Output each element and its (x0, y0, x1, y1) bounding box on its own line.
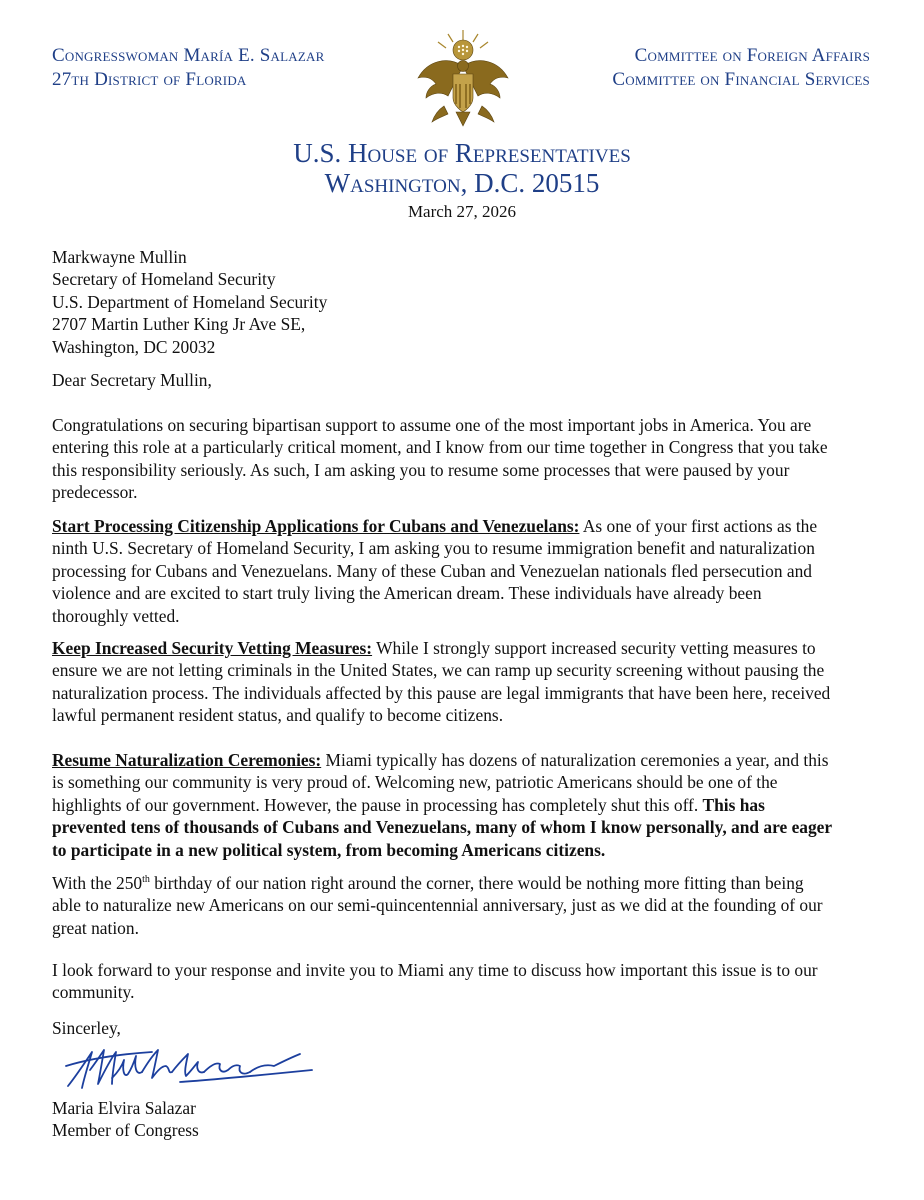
section-citizenship-applications (52, 515, 878, 627)
section-naturalization-ceremonies (52, 749, 878, 861)
closing-paragraph (52, 959, 878, 1004)
signer-title: Member of Congress (52, 1120, 199, 1141)
bold-text-fragment: This has (702, 794, 765, 815)
text-line: Congratulations on securing bipartisan support to assume one of the most important jobs in America. You are (52, 415, 812, 435)
member-name: Congresswoman María E. Salazar (52, 45, 325, 66)
section-heading: Resume Naturalization Ceremonies: (52, 750, 322, 770)
text-line: lawful permanent resident status, and qualify to become citizens. (52, 705, 504, 726)
letterhead-member (52, 44, 352, 92)
text-line: great nation. (52, 917, 139, 938)
text-line: violence and are excited to start truly living the American dream. These individuals have already been (52, 583, 762, 604)
section-security-vetting (52, 637, 878, 727)
member-district: 27th District of Florida (52, 69, 247, 90)
bold-text-line: to participate in a new political system, from becoming Americans citizens. (52, 839, 606, 860)
section-heading: Keep Increased Security Vetting Measures: (52, 638, 373, 658)
recipient-street: 2707 Martin Luther King Jr Ave SE, (52, 314, 306, 335)
committee-financial-services: Committee on Financial Services (612, 69, 870, 90)
bold-text-line: prevented tens of thousands of Cubans and Venezuelans, many of whom I know personally, and are eager (52, 817, 833, 838)
ordinal-suffix: th (142, 874, 150, 886)
text-line: I look forward to your response and invite you to Miami any time to discuss how important this issue is to our (52, 960, 818, 980)
text-line: processing for Cubans and Venezuelans. Many of these Cuban and Venezuelan nationals fled persecution and (52, 560, 812, 581)
house-title: U.S. House of Representatives (293, 138, 631, 168)
handwritten-signature (62, 1042, 317, 1094)
text-line: naturalization process. The individuals affected by this pause are legal immigrants that have been here, received (52, 682, 831, 703)
text-line (52, 515, 878, 537)
text-line (52, 749, 878, 771)
recipient-name: Markwayne Mullin (52, 247, 187, 267)
house-address: Washington, D.C. 20515 (324, 168, 600, 198)
letter-date: March 27, 2026 (407, 202, 517, 221)
text-fragment: highlights of our government. However, the pause in processing has completely shut this off. (52, 794, 703, 815)
closing-word: Sincerley, (52, 1018, 121, 1038)
house-seal-eagle-icon (408, 26, 518, 136)
letterhead-committees (570, 44, 870, 92)
text-line: community. (52, 982, 135, 1003)
text-line: ninth U.S. Secretary of Homeland Security, I am asking you to resume immigration benefit and naturalization (52, 538, 815, 559)
intro-paragraph (52, 414, 878, 504)
text-line: predecessor. (52, 482, 138, 503)
text-line: ensure we are not letting criminals in the United States, we can ramp up security screening without pausing the (52, 660, 825, 681)
recipient-department: U.S. Department of Homeland Security (52, 291, 328, 312)
signer-block (52, 1097, 878, 1142)
text-fragment: As one of your first actions as the (579, 516, 818, 536)
text-line: this responsibility seriously. As such, I am asking you to resume some processes that were paused by your (52, 459, 790, 480)
text-line: entering this role at a particularly critical moment, and I know from our time together in Congress that you take (52, 437, 828, 458)
committee-foreign-affairs: Committee on Foreign Affairs (634, 45, 870, 66)
text-line (52, 794, 878, 816)
text-line: thoroughly vetted. (52, 605, 180, 626)
signer-name: Maria Elvira Salazar (52, 1098, 196, 1118)
recipient-address (52, 246, 878, 358)
text-fragment: Miami typically has dozens of naturalization ceremonies a year, and this (321, 750, 829, 770)
recipient-city: Washington, DC 20032 (52, 336, 216, 357)
text-fragment: While I strongly support increased security vetting measures to (372, 638, 816, 658)
salutation: Dear Secretary Mullin, (52, 370, 212, 390)
text-line (52, 637, 878, 659)
anniversary-paragraph (52, 872, 878, 939)
text-line: is something our community is very proud of. Welcoming new, patriotic Americans should be one of the (52, 772, 778, 793)
text-line (52, 872, 878, 894)
text-line: able to naturalize new Americans on our semi-quincentennial anniversary, just as we did at the founding of our (52, 895, 823, 916)
recipient-title: Secretary of Homeland Security (52, 269, 276, 290)
text-fragment: birthday of our nation right around the corner, there would be nothing more fitting than being (149, 873, 804, 893)
text-fragment: With the 250 (52, 873, 143, 893)
section-heading: Start Processing Citizenship Applications for Cubans and Venezuelans: (52, 516, 580, 536)
